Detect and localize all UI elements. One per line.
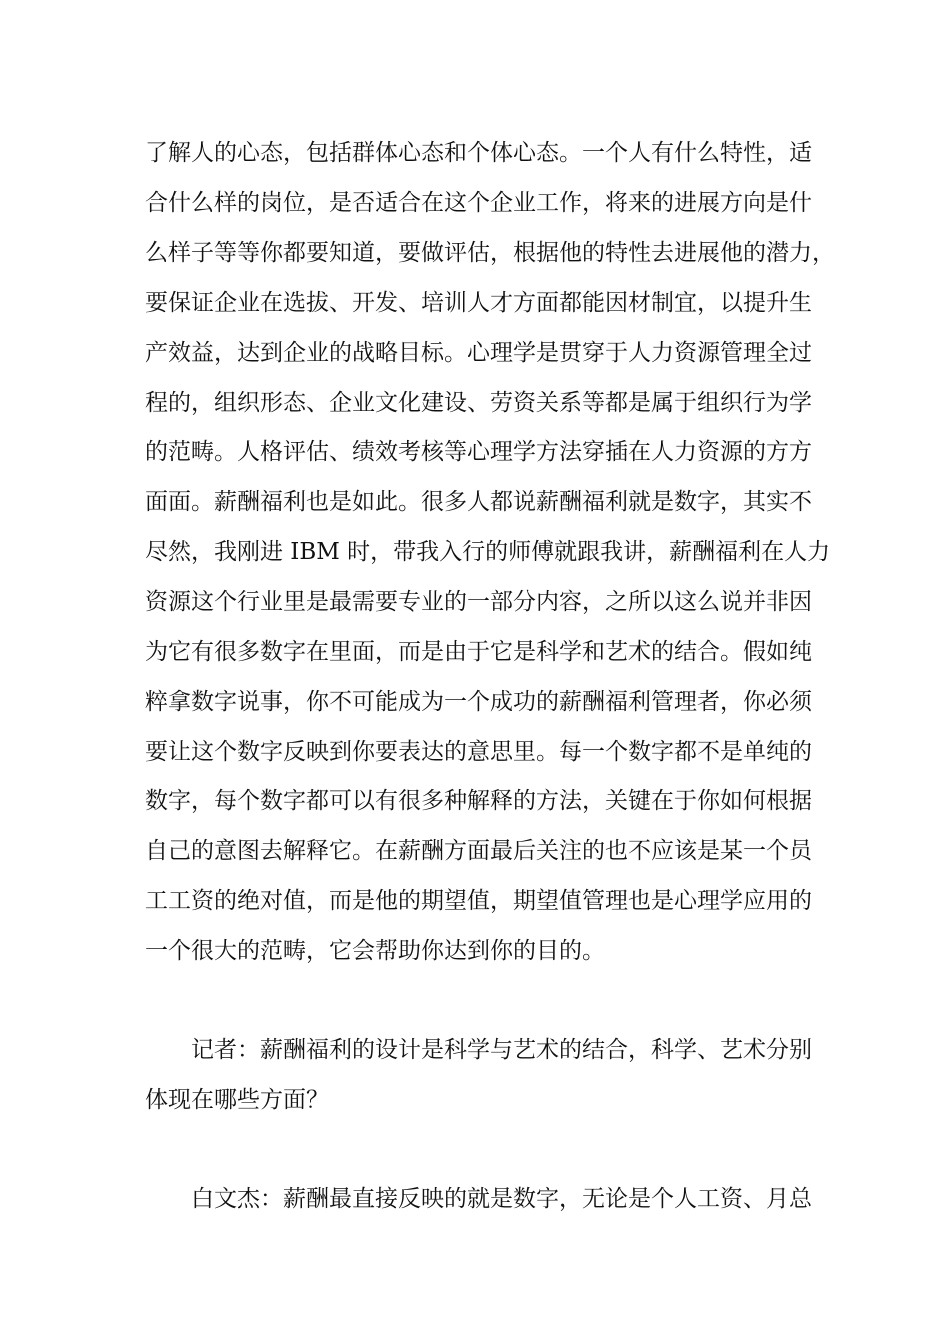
paragraph-line: 了解人的心态，包括群体心态和个体心态。一个人有什么特性，适 (145, 140, 812, 166)
question-line: 记者：薪酬福利的设计是科学与艺术的结合，科学、艺术分别 (191, 1037, 812, 1063)
paragraph-line: 产效益，达到企业的战略目标。心理学是贯穿于人力资源管理全过 (145, 340, 812, 366)
paragraph-line: 工工资的绝对值，而是他的期望值，期望值管理也是心理学应用的 (145, 888, 812, 914)
paragraph-line: 资源这个行业里是最需要专业的一部分内容，之所以这么说并非因 (145, 589, 812, 615)
answer-line: 白文杰：薪酬最直接反映的就是数字，无论是个人工资、月总 (191, 1186, 812, 1212)
paragraph-line: 数字，每个数字都可以有很多种解释的方法，关键在于你如何根据 (145, 788, 812, 814)
paragraph-line: 一个很大的范畴，它会帮助你达到你的目的。 (145, 938, 605, 964)
paragraph-line: 么样子等等你都要知道，要做评估，根据他的特性去进展他的潜力， (145, 240, 835, 266)
paragraph-line: 尽然，我刚进 IBM 时，带我入行的师傅就跟我讲，薪酬福利在人力 (145, 539, 831, 565)
paragraph-line: 自己的意图去解释它。在薪酬方面最后关注的也不应该是某一个员 (145, 838, 812, 864)
paragraph-line: 为它有很多数字在里面，而是由于它是科学和艺术的结合。假如纯 (145, 639, 812, 665)
paragraph-line: 粹拿数字说事，你不可能成为一个成功的薪酬福利管理者，你必须 (145, 689, 812, 715)
question-line: 体现在哪些方面？ (145, 1087, 329, 1113)
paragraph-line: 合什么样的岗位，是否适合在这个企业工作，将来的进展方向是什 (145, 190, 812, 216)
paragraph-line: 程的，组织形态、企业文化建设、劳资关系等都是属于组织行为学 (145, 390, 812, 416)
paragraph-line: 要让这个数字反映到你要表达的意思里。每一个数字都不是单纯的 (145, 739, 812, 765)
paragraph-line: 要保证企业在选拔、开发、培训人才方面都能因材制宜，以提升生 (145, 290, 812, 316)
paragraph-line: 面面。薪酬福利也是如此。很多人都说薪酬福利就是数字，其实不 (145, 489, 812, 515)
paragraph-line: 的范畴。人格评估、绩效考核等心理学方法穿插在人力资源的方方 (145, 439, 812, 465)
